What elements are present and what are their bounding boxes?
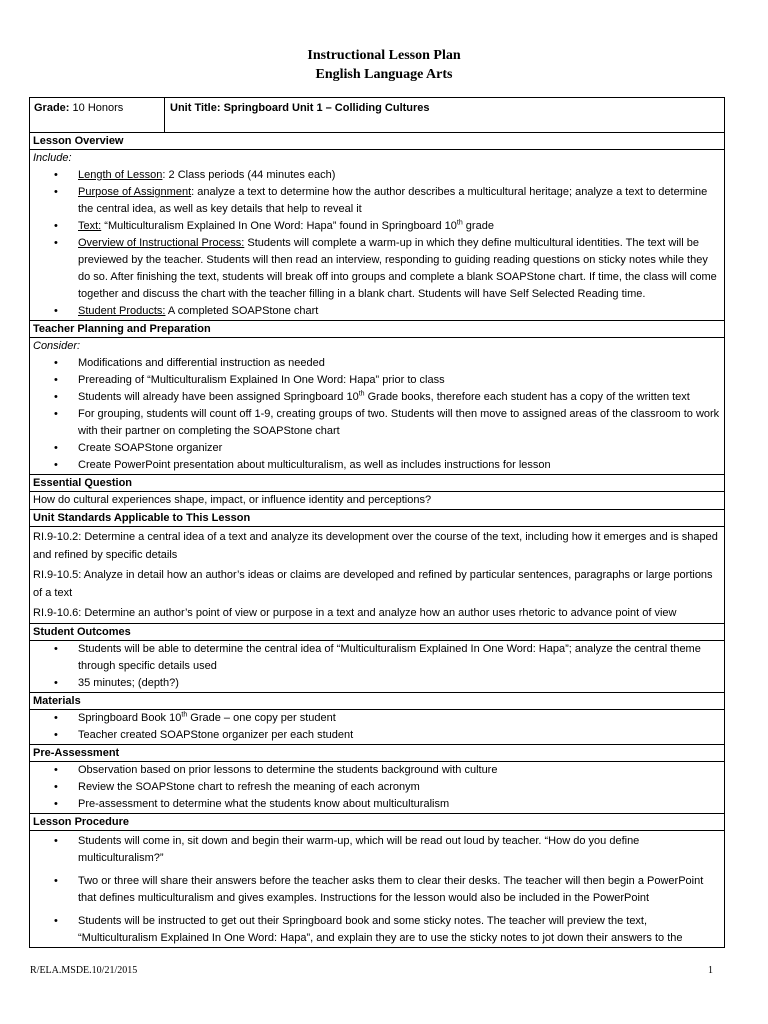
section-procedure — [30, 831, 724, 947]
materials-list — [33, 710, 721, 744]
grade-value: 10 Honors — [72, 102, 124, 114]
section-preassessment — [30, 762, 724, 814]
list-item — [78, 235, 721, 303]
lesson-plan-table — [29, 97, 725, 948]
section-heading-standards: Unit Standards Applicable to This Lesson — [30, 510, 724, 527]
essential-question-text: How do cultural experiences shape, impact, or influence identity and perceptions? — [30, 492, 724, 510]
section-outcomes — [30, 641, 724, 693]
list-item — [78, 167, 721, 184]
standard-item: RI.9-10.6: Determine an author’s point of view or purpose in a text and analyze how an author uses rhetoric to advance point of view — [33, 607, 677, 619]
item-text: Students will complete a warm-up in which they define multicultural identities. The text will be previewed by the teacher. Students will then read an interview, responding to guiding reading questions on sticky notes while they do so. After finishing the text, students will break off into groups and complete a blank SOAPStone chart. If time, the class will come together and discuss the chart with the teacher filling in a blank chart. Students will have Self Selected Reading time. — [78, 237, 717, 300]
unit-title: Unit Title: Springboard Unit 1 – Colliding Cultures — [170, 102, 430, 114]
section-heading-procedure: Lesson Procedure — [30, 814, 724, 831]
list-item: • Create SOAPStone organizer — [78, 440, 721, 457]
list-item: • For grouping, students will count off 1-9, creating groups of two. Students will then move to assigned areas of the classroom to work with their partner on completing the SOAPStone chart — [78, 406, 721, 440]
list-item: • Review the SOAPStone chart to refresh the meaning of each acronym — [78, 779, 721, 796]
list-item: • Students will be instructed to get out their Springboard book and some sticky notes. The teacher will preview the text, “Multiculturalism Explained In One Word: Hapa”, and explain they are to use the sticky notes to jot down their answers to the — [78, 913, 721, 947]
list-item: • Create PowerPoint presentation about multiculturalism, as well as includes instructions for lesson — [78, 457, 721, 474]
document-title: Instructional Lesson Plan — [307, 48, 461, 63]
footer-page-number: 1 — [708, 965, 713, 976]
item-label: Student Products: — [78, 305, 166, 317]
section-materials — [30, 710, 724, 745]
overview-list — [33, 167, 721, 320]
item-text: “Multiculturalism Explained In One Word: Hapa” found in Springboard 10th grade — [104, 219, 494, 232]
section-planning — [30, 338, 724, 475]
section-heading-materials: Materials — [30, 693, 724, 710]
list-item — [78, 303, 721, 320]
list-item: • Springboard Book 10th Grade – one copy per student — [78, 710, 721, 727]
section-heading-planning: Teacher Planning and Preparation — [30, 321, 724, 338]
header-row — [30, 98, 724, 133]
grade-cell — [30, 98, 165, 132]
section-heading-outcomes: Student Outcomes — [30, 624, 724, 641]
item-text: A completed SOAPStone chart — [167, 305, 319, 317]
planning-list — [33, 355, 721, 474]
list-item: • Prereading of “Multiculturalism Explained In One Word: Hapa” prior to class — [78, 372, 721, 389]
item-label: Length of Lesson — [78, 169, 163, 181]
document-subtitle: English Language Arts — [315, 67, 453, 82]
procedure-list — [33, 833, 721, 947]
list-item: • Modifications and differential instruction as needed — [78, 355, 721, 372]
preassessment-list — [33, 762, 721, 813]
item-sep: : — [162, 169, 169, 181]
section-standards — [30, 527, 724, 624]
list-item: • Students will come in, sit down and begin their warm-up, which will be read out loud by teacher. “How do you define multiculturalism?” — [78, 833, 721, 873]
item-sep: : — [191, 186, 198, 198]
section-heading-preassessment: Pre-Assessment — [30, 745, 724, 762]
section-heading-question: Essential Question — [30, 475, 724, 492]
list-item: • Two or three will share their answers before the teacher asks them to clear their desks. The teacher will then begin a PowerPoint that defines multiculturalism and gives examples. Instructions for the lesson would also be included in the PowerPoint — [78, 873, 721, 913]
grade-label: Grade: — [34, 102, 70, 114]
footer-doc-code: R/ELA.MSDE.10/21/2015 — [30, 965, 138, 976]
standard-item: RI.9-10.2: Determine a central idea of a text and analyze its development over the course of the text, including how it emerges and is shaped and refined by specific details — [33, 531, 718, 561]
item-text: 2 Class periods (44 minutes each) — [168, 169, 336, 181]
list-item: • Students will already have been assigned Springboard 10th Grade books, therefore each student has a copy of the written text — [78, 389, 721, 406]
item-label: Purpose of Assignment — [78, 186, 192, 198]
list-item — [78, 218, 721, 235]
list-item: • Students will be able to determine the central idea of “Multiculturalism Explained In One Word: Hapa”; analyze the central theme through specific details used — [78, 641, 721, 675]
list-item: • Observation based on prior lessons to determine the students background with culture — [78, 762, 721, 779]
item-label: Overview of Instructional Process: — [78, 237, 245, 249]
standard-item: RI.9-10.5: Analyze in detail how an author’s ideas or claims are developed and refined by particular sentences, paragraphs or large portions of a text — [33, 569, 713, 599]
list-item: • Pre-assessment to determine what the students know about multiculturalism — [78, 796, 721, 813]
overview-lead: Include: — [33, 152, 72, 164]
list-item: • Teacher created SOAPStone organizer per each student — [78, 727, 721, 744]
section-heading-overview: Lesson Overview — [30, 133, 724, 150]
outcomes-list — [33, 641, 721, 692]
item-text: analyze a text to determine how the author describes a multicultural heritage; analyze a text to determine the central idea, as well as key details that help to reveal it — [78, 186, 708, 215]
section-overview — [30, 150, 724, 321]
list-item — [78, 184, 721, 218]
list-item: • 35 minutes; (depth?) — [78, 675, 721, 692]
item-label: Text: — [78, 220, 102, 232]
planning-lead: Consider: — [33, 340, 81, 352]
